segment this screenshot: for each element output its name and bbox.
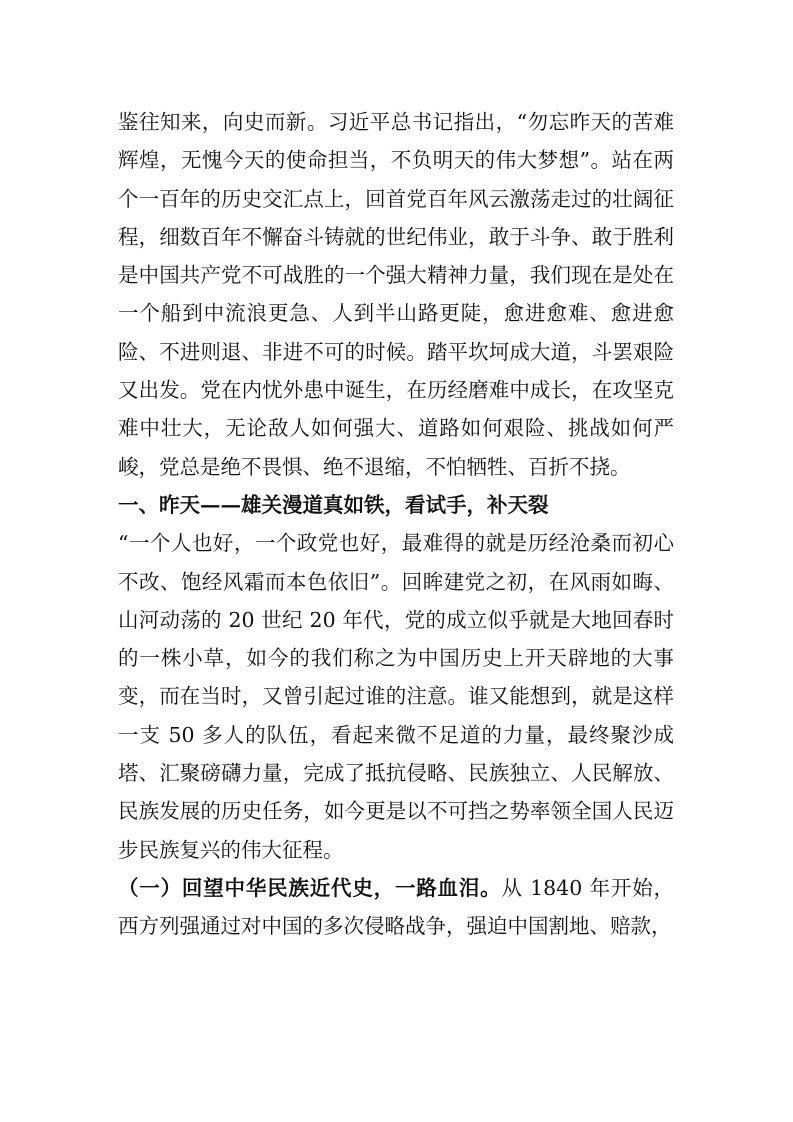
section-heading: 一、昨天——雄关漫道真如铁，看试手，补天裂 xyxy=(118,492,549,517)
paragraph-founding: “一个人也好，一个政党也好，最难得的就是历经沧桑而初心不改、饱经风霜而本色依旧”。回眸建党之初，在风雨如晦、山河动荡的 20 世纪 20 年代，党的成立似乎就是大地回春时的一株小草，如今的我们称之为中国历史上开天辟地的大事变，而在当时，又曾引起过谁的注意。谁又能想到，就是这样一支 50 多人的队伍，看起来微不足道的力量，最终聚沙成塔、汇聚磅礴力量，完成了抵抗侵略、民族独立、人民解放、民族发展的历史任务，如今更是以不可挡之势率领全国人民迈步民族复兴的伟大征程。 xyxy=(118,531,674,862)
document-page xyxy=(118,103,674,946)
subsection-lead: （一）回望中华民族近代史，一路血泪。 xyxy=(118,875,502,900)
subsection-body: 从 1840 年开始，西方列强通过对中国的多次侵略战争，强迫中国割地、赔款， xyxy=(118,875,674,939)
paragraph-intro: 鉴往知来，向史而新。习近平总书记指出，“勿忘昨天的苦难辉煌，无愧今天的使命担当，不负明天的伟大梦想”。站在两个一百年的历史交汇点上，回首党百年风云激荡走过的壮阔征程，细数百年不懈奋斗铸就的世纪伟业，敢于斗争、敢于胜利是中国共产党不可战胜的一个强大精神力量，我们现在是处在一个船到中流浪更急、人到半山路更陡，愈进愈难、愈进愈险、不进则退、非进不可的时候。踏平坎坷成大道，斗罢艰险又出发。党在内忧外患中诞生，在历经磨难中成长，在攻坚克难中壮大，无论敌人如何强大、道路如何艰险、挑战如何严峻，党总是绝不畏惧、绝不退缩，不怕牺牲、百折不挠。 xyxy=(118,110,674,479)
paragraph-modern-history xyxy=(118,869,674,946)
